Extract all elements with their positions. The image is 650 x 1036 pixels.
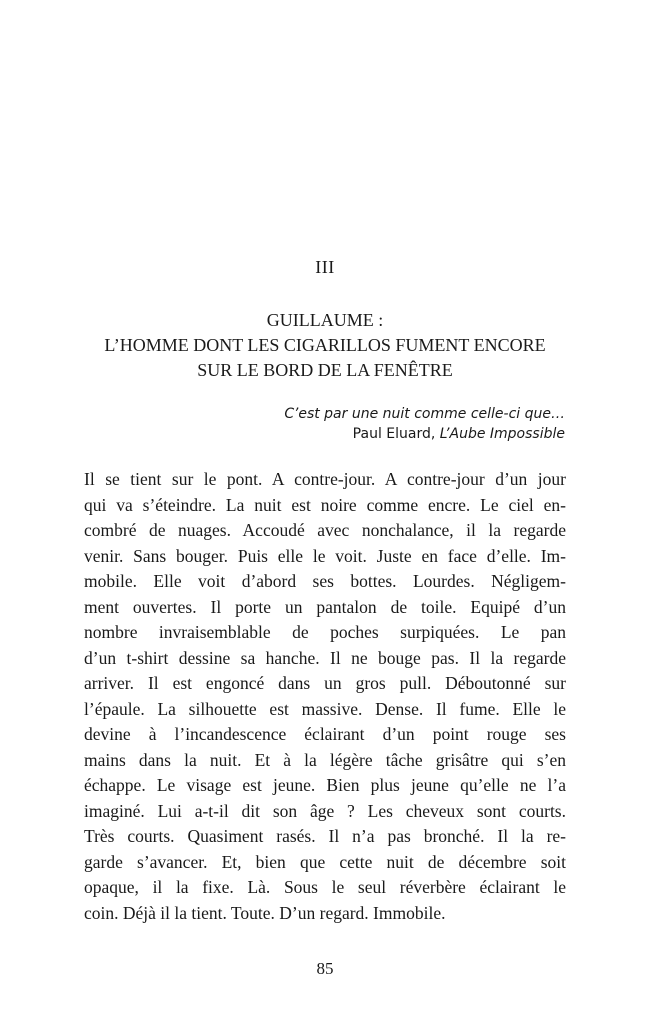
body-line: combré de nuages. Accoudé avec nonchalance, il la regarde	[84, 520, 566, 540]
page-number: 85	[316, 959, 334, 978]
body-line: arriver. Il est engoncé dans un gros pull. Déboutonné sur	[84, 673, 566, 693]
body-line: Il se tient sur le pont. A contre-jour. A contre-jour d’un jour	[84, 469, 566, 489]
body-line: ment ouvertes. Il porte un pantalon de toile. Equipé d’un	[84, 596, 566, 617]
body-line: mobile. Elle voit d’abord ses bottes. Lourdes. Négligem-	[84, 571, 566, 591]
body-line: garde s’avancer. Et, bien que cette nuit de décembre soit	[84, 851, 566, 872]
body-line: échappe. Le visage est jeune. Bien plus jeune qu’elle ne l’a	[84, 775, 566, 795]
body-line: opaque, il la fixe. Là. Sous le seul réverbère éclairant le	[84, 877, 566, 897]
chapter-title	[70, 308, 580, 383]
body-paragraph	[84, 467, 566, 926]
body-line: coin. Déjà il la tient. Toute. D’un regard. Immobile.	[84, 902, 446, 923]
body-line: l’épaule. La silhouette est massive. Dense. Il fume. Elle le	[84, 698, 566, 719]
epigraph	[145, 404, 565, 444]
chapter-number: III	[315, 257, 335, 277]
body-line: qui va s’éteindre. La nuit est noire comme encre. Le ciel en-	[84, 494, 566, 515]
body-line: Très courts. Quasiment rasés. Il n’a pas bronché. Il la re-	[84, 826, 566, 846]
body-line: imaginé. Lui a-t-il dit son âge ? Les cheveux sont courts.	[84, 800, 566, 821]
chapter-title-line: GUILLAUME :	[266, 310, 384, 330]
epigraph-quote: C’est par une nuit comme celle-ci que…	[284, 406, 565, 422]
body-line: nombre invraisemblable de poches surpiquées. Le pan	[84, 622, 566, 642]
chapter-title-line: SUR LE BORD DE LA FENÊTRE	[197, 360, 453, 380]
body-line: d’un t-shirt dessine sa hanche. Il ne bouge pas. Il la regarde	[84, 647, 566, 668]
epigraph-author: Paul Eluard,	[352, 426, 440, 442]
chapter-title-line: L’HOMME DONT LES CIGARILLOS FUMENT ENCORE	[104, 335, 546, 355]
epigraph-work: L’Aube Impossible	[439, 426, 565, 442]
epigraph-source	[145, 424, 565, 444]
body-line: mains dans la nuit. Et à la légère tâche grisâtre qui s’en	[84, 749, 566, 770]
body-line: venir. Sans bouger. Puis elle le voit. Juste en face d’elle. Im-	[84, 545, 566, 566]
body-line: devine à l’incandescence éclairant d’un point rouge ses	[84, 724, 566, 744]
